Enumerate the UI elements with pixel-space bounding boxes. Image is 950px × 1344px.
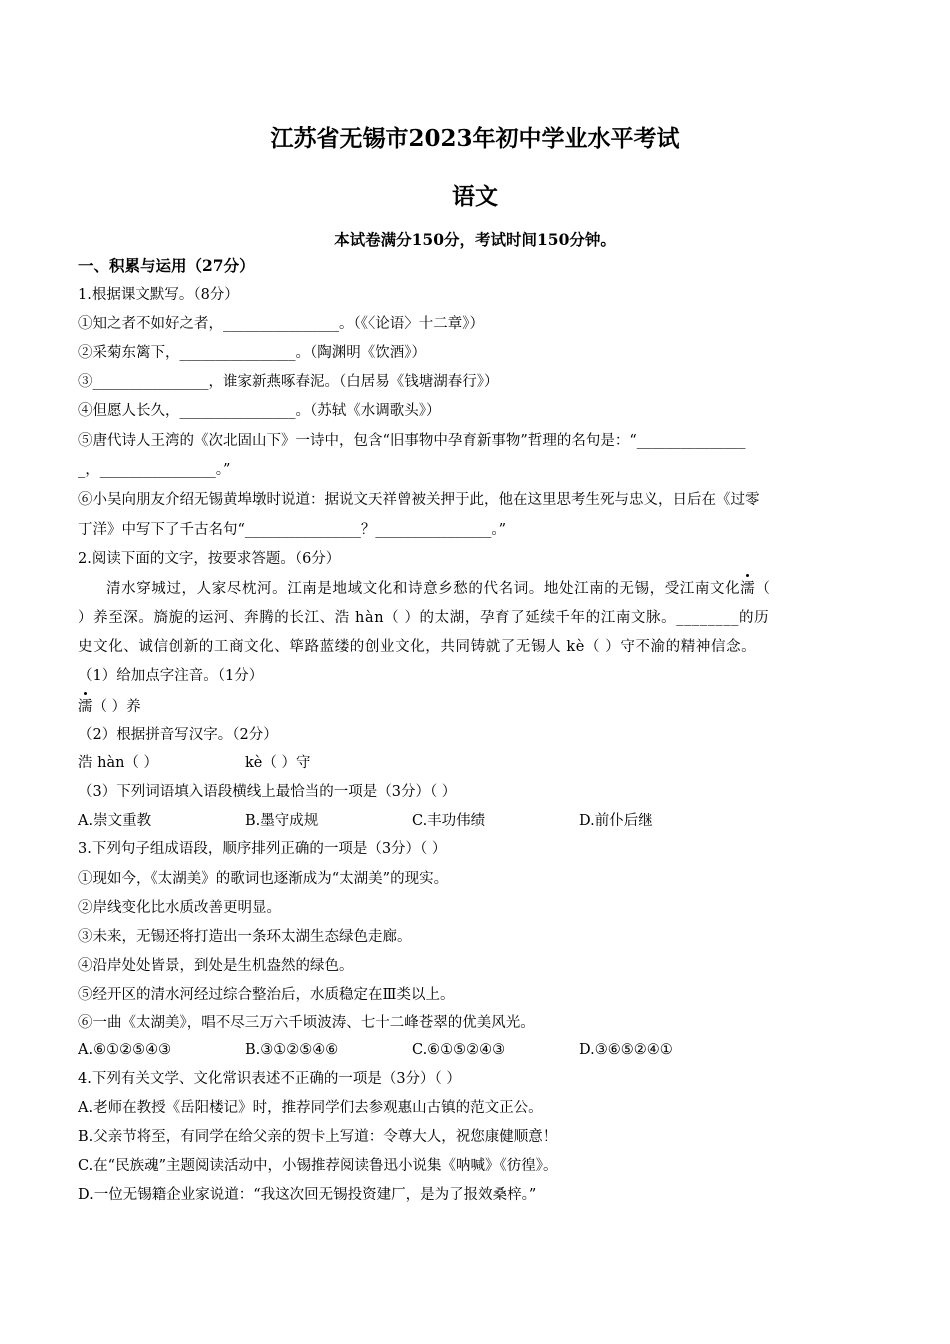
q2-sub1: （1）给加点字注音。（1分） xyxy=(78,668,264,684)
q3-sentence-3: ③未来，无锡还将打造出一条环太湖生态绿色走廊。 xyxy=(78,929,412,945)
section-heading: 一、积累与运用（27分） xyxy=(78,256,255,275)
q3-sentence-6: ⑥一曲《太湖美》，唱不尽三万六千顷波涛、七十二峰苍翠的优美风光。 xyxy=(78,1015,535,1031)
q2-passage-line-2: ）养至深。旖旎的运河、奔腾的长江、浩 hàn（ ）的太湖，孕育了延续千年的江南文脉。________的历 xyxy=(78,610,770,626)
q3-sentence-2: ②岸线变化比水质改善更明显。 xyxy=(78,900,281,916)
answer-blank: kè（ ）守 xyxy=(245,755,311,771)
option-d: D.前仆后继 xyxy=(579,813,653,829)
dotted-char: 濡 xyxy=(740,581,756,597)
q4-option-d: D.一位无锡籍企业家说道：“我这次回无锡投资建厂，是为了报效桑梓。” xyxy=(78,1187,537,1203)
q1-stem: 1.根据课文默写。（8分） xyxy=(78,287,239,303)
q3-stem: 3.下列句子组成语段，顺序排列正确的一项是（3分）（ ） xyxy=(78,841,447,857)
q4-option-c: C.在“民族魂”主题阅读活动中，小锡推荐阅读鲁迅小说集《呐喊》《彷徨》。 xyxy=(78,1158,558,1174)
exam-title: 江苏省无锡市2023年初中学业水平考试 xyxy=(270,125,680,152)
q1-item-3: ③________________，谁家新燕啄春泥。（白居易《钱塘湖春行》） xyxy=(78,374,499,390)
option-c: C.丰功伟绩 xyxy=(412,813,486,829)
q1-item-6-cont: 丁洋》中写下了千古名句“________________？________________。” xyxy=(78,522,507,538)
passage-text: （ xyxy=(755,581,771,597)
q1-item-5-cont: _，________________。” xyxy=(78,462,231,478)
q1-item-4: ④但愿人长久，________________。（苏轼《水调歌头》） xyxy=(78,403,441,419)
option-b: B.③①②⑤④⑥ xyxy=(245,1042,339,1058)
q2-stem: 2.阅读下面的文字，按要求答题。（6分） xyxy=(78,551,341,567)
answer-blank: 浩 hàn（ ） xyxy=(78,755,159,771)
option-a: A.⑥①②⑤④③ xyxy=(78,1042,172,1058)
q2-passage-line-3: 史文化、诚信创新的工商文化、筚路蓝缕的创业文化，共同铸就了无锡人 kè（ ）守不渝的精神信念。 xyxy=(78,639,757,655)
q2-passage-line-1 xyxy=(106,579,906,599)
exam-instructions: 本试卷满分150分，考试时间150分钟。 xyxy=(334,230,616,249)
option-d: D.③⑥⑤②④① xyxy=(579,1042,673,1058)
q1-item-6: ⑥小吴向朋友介绍无锡黄埠墩时说道：据说文天祥曾被关押于此，他在这里思考生死与忠义，日后在《过零 xyxy=(78,492,760,508)
q1-item-2: ②采菊东篱下，________________。（陶渊明《饮酒》） xyxy=(78,345,426,361)
option-c: C.⑥①⑤②④③ xyxy=(412,1042,506,1058)
q4-stem: 4.下列有关文学、文化常识表述不正确的一项是（3分）（ ） xyxy=(78,1071,461,1087)
q1-item-5: ⑤唐代诗人王湾的《次北固山下》一诗中，包含“旧事物中孕育新事物”哲理的名句是：“_______________ xyxy=(78,433,746,449)
q3-sentence-5: ⑤经开区的清水河经过综合整治后，水质稳定在Ⅲ类以上。 xyxy=(78,987,455,1003)
passage-text: 清水穿城过，人家尽枕河。江南是地域文化和诗意乡愁的代名词。地处江南的无锡，受江南文化 xyxy=(106,581,741,597)
q2-sub1-answer xyxy=(78,697,878,717)
dotted-char: 濡 xyxy=(78,699,93,715)
q4-option-a: A.老师在教授《岳阳楼记》时，推荐同学们去参观惠山古镇的范文正公。 xyxy=(78,1100,543,1116)
subject-title: 语文 xyxy=(452,183,498,210)
q2-sub3: （3）下列词语填入语段横线上最恰当的一项是（3分）（ ） xyxy=(78,784,457,800)
option-b: B.墨守成规 xyxy=(245,813,319,829)
q3-sentence-1: ①现如今，《太湖美》的歌词也逐渐成为“太湖美”的现实。 xyxy=(78,871,449,887)
q1-item-1: ①知之者不如好之者，________________。（《〈论语〉十二章》） xyxy=(78,316,484,332)
q2-sub2: （2）根据拼音写汉字。（2分） xyxy=(78,727,278,743)
q4-option-b: B.父亲节将至，有同学在给父亲的贺卡上写道：令尊大人，祝您康健顺意！ xyxy=(78,1129,558,1145)
option-a: A.崇文重教 xyxy=(78,813,152,829)
answer-blank: （ ）养 xyxy=(92,699,141,715)
q3-sentence-4: ④沿岸处处皆景，到处是生机盎然的绿色。 xyxy=(78,958,354,974)
